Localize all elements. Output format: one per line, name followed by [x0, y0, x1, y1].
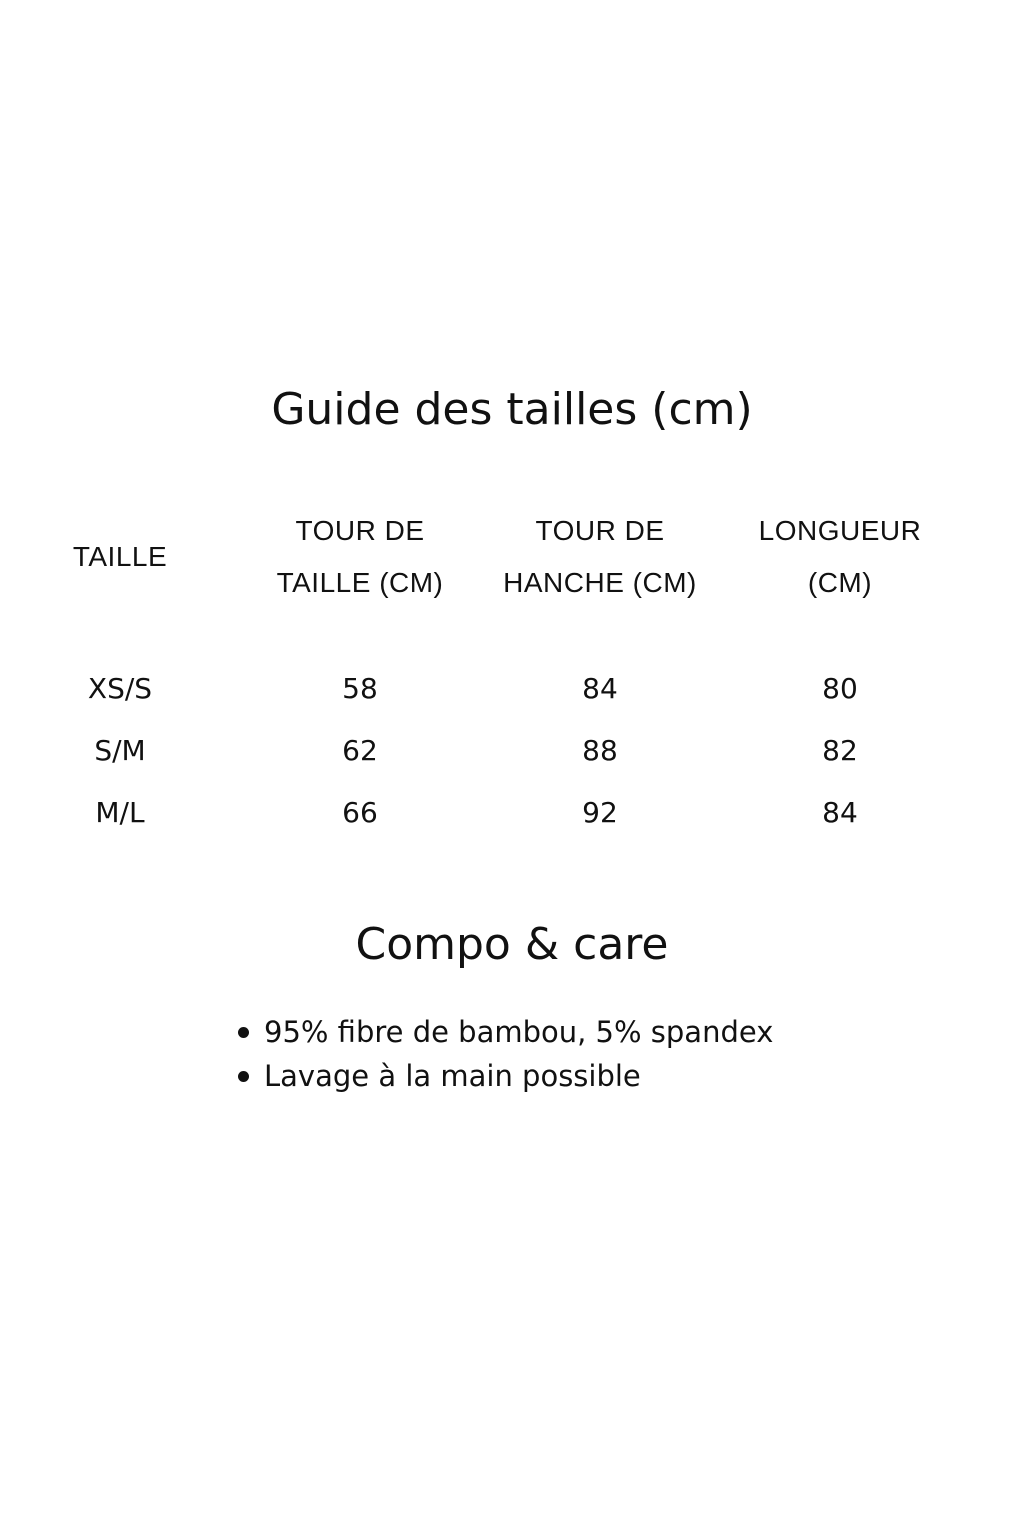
table-row — [0, 782, 1024, 844]
cell-size: XS/S — [87, 672, 153, 705]
bullet-icon — [238, 1027, 249, 1038]
header-label: TAILLE — [72, 541, 168, 572]
header-taille — [40, 531, 200, 635]
header-label: TOUR DE — [295, 515, 425, 546]
cell-waist: 66 — [342, 796, 378, 829]
cell-hip: 84 — [582, 672, 618, 705]
cell-hip: 88 — [582, 734, 618, 767]
header-label: (CM) — [807, 567, 873, 598]
header-label: TOUR DE — [535, 515, 665, 546]
header-longueur — [730, 505, 950, 609]
list-item — [236, 1010, 773, 1054]
care-list — [236, 1010, 773, 1098]
header-label: HANCHE (CM) — [503, 567, 697, 598]
cell-length: 80 — [822, 672, 858, 705]
cell-size: S/M — [94, 734, 146, 767]
cell-hip: 92 — [582, 796, 618, 829]
header-tour-de-hanche — [480, 505, 720, 609]
cell-waist: 62 — [342, 734, 378, 767]
page-title: Guide des tailles (cm) — [271, 384, 753, 435]
table-row — [0, 720, 1024, 782]
header-label: TAILLE (CM) — [276, 567, 444, 598]
table-row — [0, 658, 1024, 720]
cell-waist: 58 — [342, 672, 378, 705]
cell-size: M/L — [95, 796, 145, 829]
care-item-text: Lavage à la main possible — [264, 1059, 641, 1093]
care-title: Compo & care — [355, 919, 669, 970]
bullet-icon — [238, 1071, 249, 1082]
list-item — [236, 1054, 773, 1098]
header-label: LONGUEUR — [758, 515, 922, 546]
cell-length: 84 — [822, 796, 858, 829]
header-tour-de-taille — [250, 505, 470, 609]
cell-length: 82 — [822, 734, 858, 767]
care-item-text: 95% fibre de bambou, 5% spandex — [264, 1015, 774, 1049]
